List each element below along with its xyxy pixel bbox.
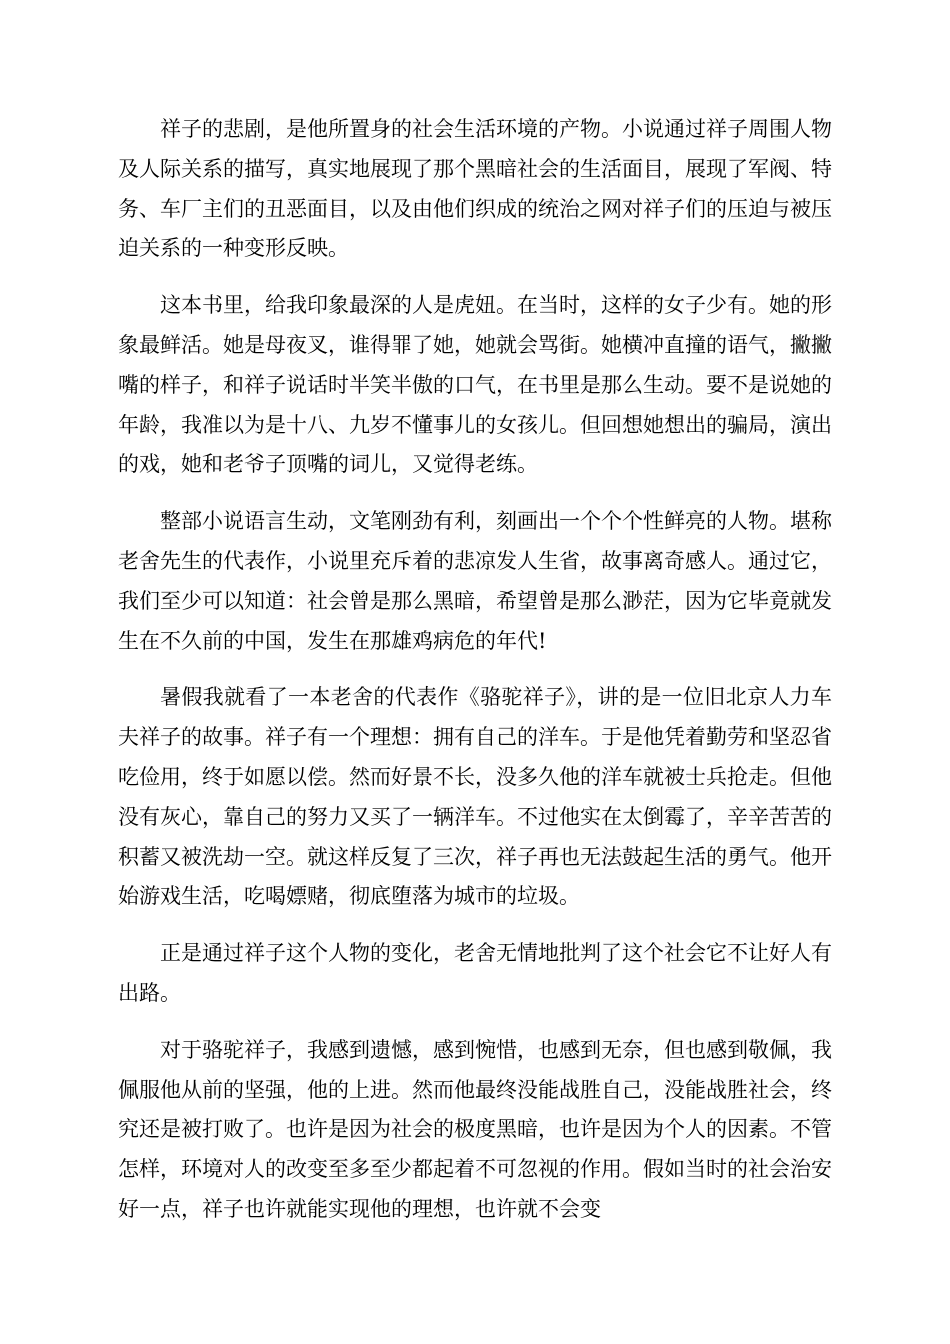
document-body bbox=[118, 110, 832, 1247]
paragraph-1: 祥子的悲剧，是他所置身的社会生活环境的产物。小说通过祥子周围人物及人际关系的描写，真实地展现了那个黑暗社会的生活面目，展现了军阀、特务、车厂主们的丑恶面目，以及由他们织成的统治之网对祥子们的压迫与被压迫关系的一种变形反映。 bbox=[118, 117, 832, 261]
paragraph-3: 整部小说语言生动，文笔刚劲有利，刻画出一个个个性鲜亮的人物。堪称老舍先生的代表作，小说里充斥着的悲凉发人生省，故事离奇感人。通过它，我们至少可以知道：社会曾是那么黑暗，希望曾是那么渺茫，因为它毕竟就发生在不久前的中国，发生在那雄鸡病危的年代! bbox=[118, 509, 832, 653]
paragraph-6: 对于骆驼祥子，我感到遗憾，感到惋惜，也感到无奈，但也感到敬佩，我佩服他从前的坚强，他的上进。然而他最终没能战胜自己，没能战胜社会，终究还是被打败了。也许是因为社会的极度黑暗，也许是因为个人的因素。不管怎样，环境对人的改变至多至少都起着不可忽视的作用。假如当时的社会治安好一点，祥子也许就能实现他的理想，也许就不会变 bbox=[118, 1037, 832, 1221]
paragraph-4: 暑假我就看了一本老舍的代表作《骆驼祥子》，讲的是一位旧北京人力车夫祥子的故事。祥子有一个理想：拥有自己的洋车。于是他凭着勤劳和坚忍省吃俭用，终于如愿以偿。然而好景不长，没多久他的洋车就被士兵抢走。但他没有灰心，靠自己的努力又买了一辆洋车。不过他实在太倒霉了，辛辛苦苦的积蓄又被洗劫一空。就这样反复了三次，祥子再也无法鼓起生活的勇气。他开始游戏生活，吃喝嫖赌，彻底堕落为城市的垃圾。 bbox=[118, 685, 832, 909]
paragraph-5: 正是通过祥子这个人物的变化，老舍无情地批判了这个社会它不让好人有出路。 bbox=[118, 941, 832, 1005]
paragraph-2: 这本书里，给我印象最深的人是虎妞。在当时，这样的女子少有。她的形象最鲜活。她是母夜叉，谁得罪了她，她就会骂街。她横冲直撞的语气，撇撇嘴的样子，和祥子说话时半笑半傲的口气，在书里是那么生动。要不是说她的年龄，我准以为是十八、九岁不懂事儿的女孩儿。但回想她想出的骗局，演出的戏，她和老爷子顶嘴的词儿，又觉得老练。 bbox=[118, 293, 832, 477]
